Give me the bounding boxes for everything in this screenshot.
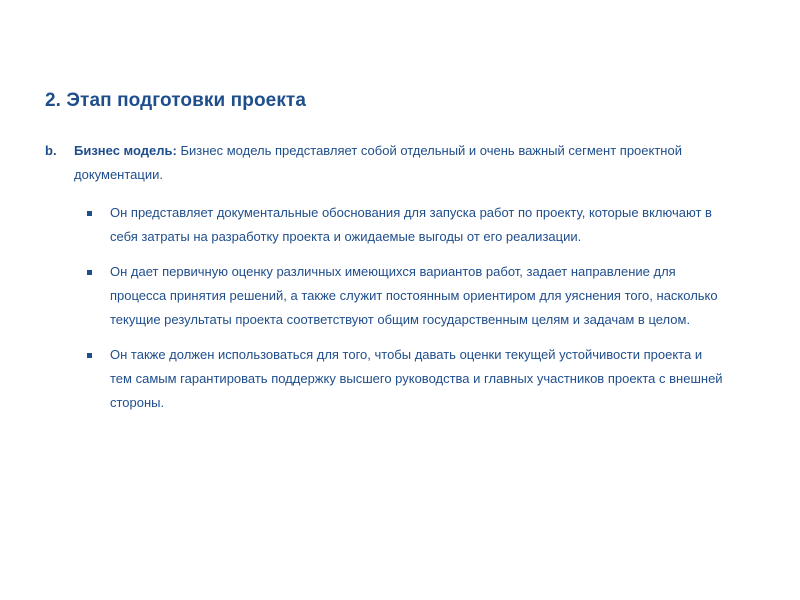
bullet-item bbox=[45, 343, 735, 415]
square-bullet-icon bbox=[87, 353, 92, 358]
content-section bbox=[45, 139, 735, 415]
bullet-item bbox=[45, 260, 735, 332]
item-heading: Бизнес модель: bbox=[74, 143, 177, 158]
list-marker: b. bbox=[45, 143, 57, 158]
bullet-text: Он представляет документальные обоснования для запуска работ по проекту, которые включают в себя затраты на разработку проекта и ожидаемые выгоды от его реализации. bbox=[110, 205, 712, 244]
slide-title: 2. Этап подготовки проекта bbox=[45, 90, 307, 111]
bullet-list bbox=[45, 201, 735, 415]
square-bullet-icon bbox=[87, 211, 92, 216]
list-item-b bbox=[45, 139, 735, 187]
bullet-item bbox=[45, 201, 735, 249]
square-bullet-icon bbox=[87, 270, 92, 275]
bullet-text: Он также должен использоваться для того, чтобы давать оценки текущей устойчивости проекта и тем самым гарантировать поддержку высшего руководства и главных участников проекта с внешней стороны. bbox=[110, 347, 723, 410]
bullet-text: Он дает первичную оценку различных имеющихся вариантов работ, задает направление для процесса принятия решений, а также служит постоянным ориентиром для уяснения того, насколько текущие результаты проекта соответствуют общим государственным целям и задачам в целом. bbox=[110, 264, 718, 327]
item-text: Бизнес модель представляет собой отдельный и очень важный сегмент проектной документации. bbox=[74, 143, 682, 182]
